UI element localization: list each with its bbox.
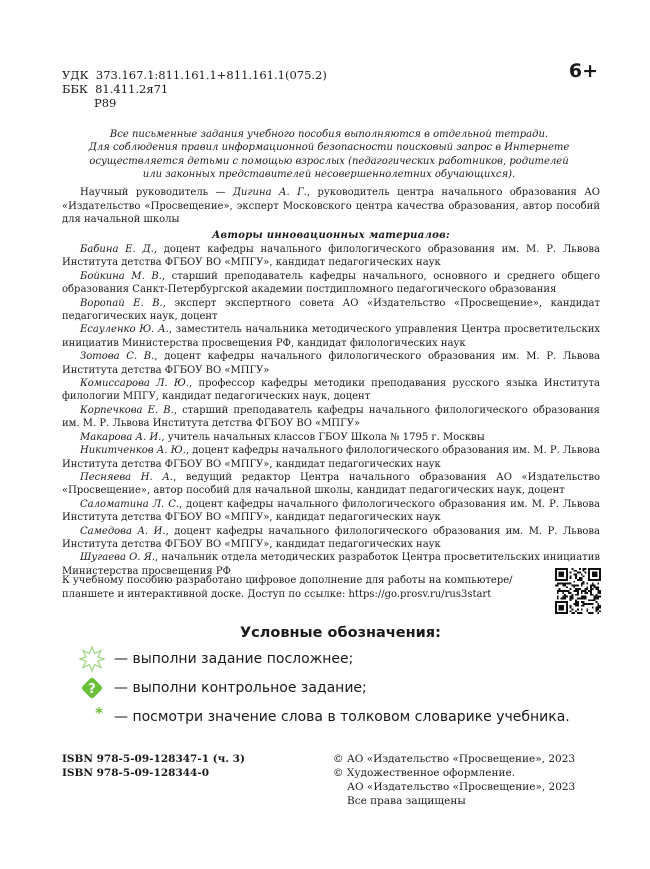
- bbk-code: ББК 81.411.2я71: [62, 82, 169, 96]
- author-description: , старший преподаватель кафедры начального филологического образования им. М. Р. Львова Института детства ФГБОУ ВО «МПГУ»: [62, 404, 600, 430]
- author-name: Корпечкова Е. В.: [80, 404, 174, 416]
- qr-code-icon: [555, 568, 601, 614]
- scientific-advisor: [62, 186, 600, 227]
- legend-list: [78, 644, 570, 731]
- advisor-prefix: Научный руководитель —: [80, 187, 233, 198]
- advisor-name: Дигина А. Г.: [232, 187, 307, 198]
- notice-line: осуществляется детьми с помощью взрослых (педагогических работников, родителей: [89, 155, 569, 167]
- author-name: Самедова А. И.: [80, 525, 166, 537]
- digital-supplement-note: К учебному пособию разработано цифровое дополнение для работы на компьютере/планшете и интерактивной доске. Доступ по ссылке: https://go.prosv.ru/rus3start: [62, 575, 513, 600]
- notice-line: Все письменные задания учебного пособия выполняются в отдельной тетради.: [109, 129, 549, 140]
- asterisk-icon: *: [95, 703, 103, 722]
- author-mark-code: Р89: [94, 96, 117, 110]
- copyright-line: © Художественное оформление.: [333, 767, 516, 779]
- author-description: , эксперт экспертного совета АО «Издательство «Просвещение», кандидат педагогических наук, доцент: [62, 297, 600, 323]
- author-entry: [62, 350, 600, 377]
- isbn-block: [62, 753, 245, 780]
- legend-item: [78, 644, 570, 673]
- author-description: , доцент кафедры начального филологического образования им. М. Р. Львова Института детства ФГБОУ ВО «МПГУ», кандидат педагогических наук: [62, 498, 600, 524]
- author-entry: [62, 471, 600, 498]
- copyright-block: [333, 752, 575, 808]
- udk-code: УДК 373.167.1:811.161.1+811.161.1(075.2): [62, 68, 327, 82]
- author-name: Макарова А. И.: [80, 431, 162, 443]
- author-name: Бойкина М. В.: [80, 270, 162, 282]
- author-description: , доцент кафедры начального филологического образования им. М. Р. Львова Института детства ФГБОУ ВО «МПГУ», кандидат педагогических наук: [62, 244, 600, 269]
- author-entry: [62, 404, 600, 431]
- catalog-codes: [62, 68, 327, 110]
- author-entry: [62, 377, 600, 404]
- author-name: Песняева Н. А.: [80, 471, 174, 483]
- author-entry: [62, 270, 600, 297]
- notice-line: Для соблюдения правил информационной безопасности поисковый запрос в Интернете: [88, 142, 570, 154]
- author-name: Есауленко Ю. А.: [80, 324, 169, 336]
- author-name: Никитченков А. Ю.: [80, 445, 186, 457]
- author-description: , начальник отдела методических разработок Центра просветительских инициатив Министерства просвещения РФ: [62, 552, 600, 577]
- age-rating: 6+: [568, 60, 598, 82]
- author-entry: [62, 243, 600, 270]
- author-description: , доцент кафедры начального филологического образования им. М. Р. Львова Института детства ФГБОУ ВО «МПГУ», кандидат педагогических наук: [62, 525, 600, 550]
- safety-notice: [62, 128, 596, 181]
- author-entry: [62, 323, 600, 350]
- isbn-line: ISBN 978-5-09-128347-1 (ч. 3): [62, 753, 245, 765]
- author-entry: [62, 431, 600, 444]
- author-description: , старший преподаватель кафедры начального, основного и среднего общего образования Санкт-Петербургской академии постдипломного педагогического образования: [62, 270, 600, 296]
- legend-text: — посмотри значение слова в толковом словарике учебника.: [114, 708, 570, 725]
- author-description: , доцент кафедры начального филологического образования им. М. Р. Львова Института детства ФГБОУ ВО «МПГУ», кандидат педагогических наук: [62, 445, 600, 470]
- legend-item: [78, 673, 570, 702]
- question-diamond-icon: [78, 674, 106, 702]
- legend-text: — выполни задание посложнее;: [114, 650, 354, 667]
- author-entry: [62, 525, 600, 552]
- copyright-line: АО «Издательство «Просвещение», 2023: [347, 781, 576, 793]
- copyright-line: © АО «Издательство «Просвещение», 2023: [333, 753, 576, 765]
- svg-text:?: ?: [88, 681, 96, 697]
- copyright-line: Все права защищены: [347, 795, 466, 807]
- authors-heading: Авторы инновационных материалов:: [212, 230, 450, 241]
- author-description: , профессор кафедры методики преподавания русского языка Института филологии МПГУ, кандидат педагогических наук, доцент: [62, 378, 600, 403]
- legend-title: Условные обозначения:: [240, 625, 441, 641]
- advisor-description: , руководитель центра начального образования АО «Издательство «Просвещение», эксперт Московского центра качества образования, автор пособий для начальной школы: [62, 187, 601, 225]
- author-name: Воропай Е. В.: [80, 297, 163, 309]
- author-description: , заместитель начальника методического управления Центра просветительских инициатив Министерства просвещения РФ, кандидат филологических наук: [62, 324, 601, 349]
- author-entry: [62, 444, 600, 471]
- author-name: Саломатина Л. С.: [80, 498, 180, 510]
- legend-text: — выполни контрольное задание;: [114, 679, 367, 696]
- author-entry: [62, 498, 600, 525]
- notice-line: или законных представителей несовершеннолетних обучающихся).: [142, 168, 516, 180]
- author-description: , ведущий редактор Центра начального образования АО «Издательство «Просвещение», автор пособий для начальной школы, кандидат педагогических наук, доцент: [62, 471, 600, 497]
- authors-list: [62, 243, 600, 578]
- author-name: Шугаева О. Я.: [80, 552, 156, 564]
- author-description: , учитель начальных классов ГБОУ Школа № 1795 г. Москвы: [161, 431, 485, 443]
- author-name: Зотова С. В.: [80, 351, 155, 363]
- isbn-line: ISBN 978-5-09-128344-0: [62, 766, 210, 779]
- author-name: Комиссарова Л. Ю.: [80, 378, 190, 390]
- burst-star-icon: [78, 645, 106, 673]
- author-description: , доцент кафедры начального филологического образования им. М. Р. Львова Института детства ФГБОУ ВО «МПГУ»: [62, 351, 600, 376]
- author-entry: [62, 297, 600, 324]
- legend-item: [78, 702, 570, 731]
- author-name: Бабина Е. Д.: [80, 244, 154, 255]
